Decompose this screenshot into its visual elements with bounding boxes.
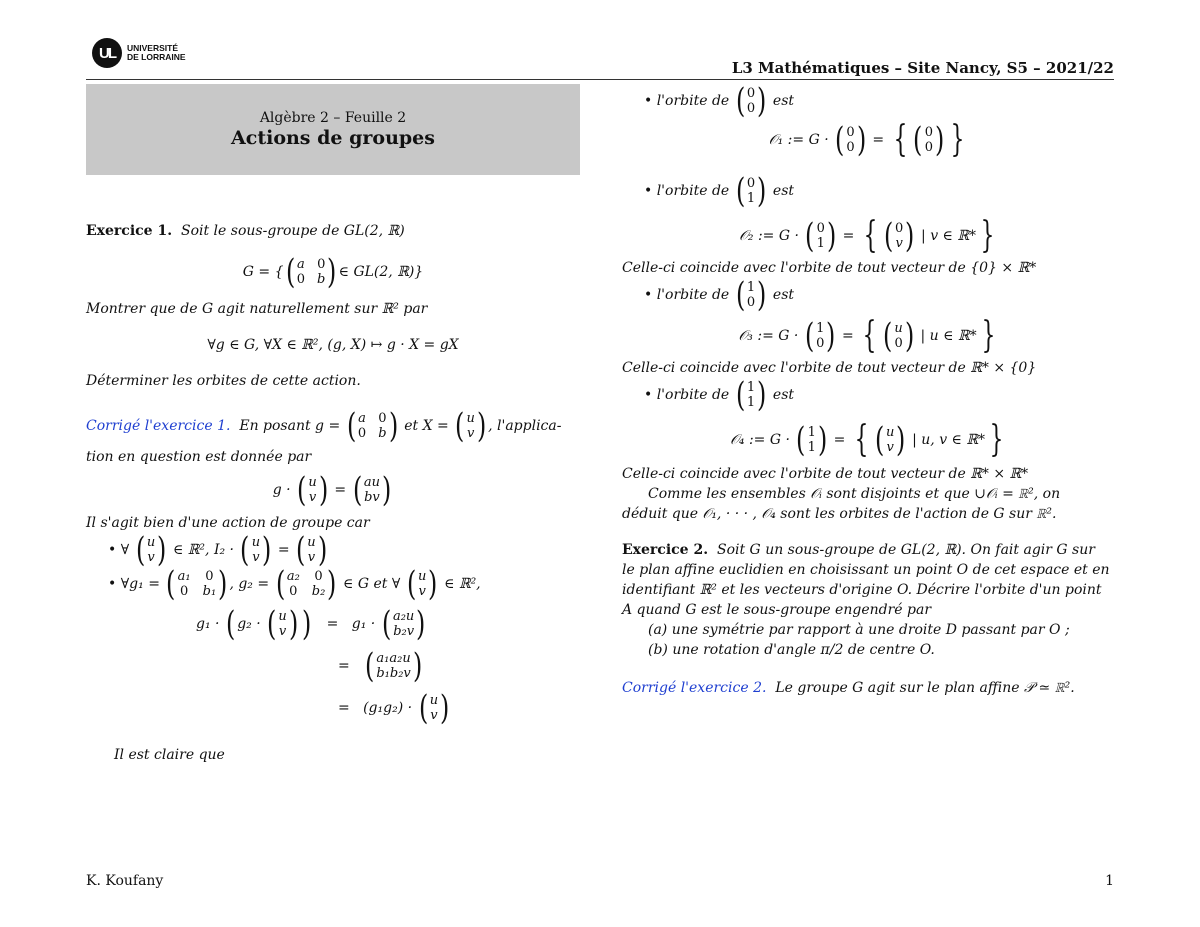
exercise-2-item-a: (a) une symétrie par rapport à une droite D passant par O ; — [648, 622, 1070, 638]
orbit-3-note: Celle-ci coincide avec l'orbite de tout vecteur de ℝ* × {0} — [622, 360, 1037, 376]
composition-computation: g₁ · ( g₂ · ( u v ) ) = g₁ · ( a₂u b₂v ) = ( a₁a₂u b₁b₂v ) = (g₁g₂) · ( u v ) — [196, 604, 450, 728]
exercise-2-line2: le plan affine euclidien en choisissant un point O de cet espace et en — [622, 562, 1110, 578]
correction-1-intro: Corrigé l'exercice 1. En posant g = ( a 0 0 b ) et X = ( u v ) , l'applica- — [86, 406, 562, 446]
footer-author: K. Koufany — [86, 873, 164, 889]
title-box — [86, 84, 580, 175]
correction-1-label: Corrigé l'exercice 1. — [86, 418, 231, 434]
bullet-compatibility: • ∀g₁ = ( a₁ 0 0 b₁ ) , g₂ = ( a₂ 0 0 b₂ ) ∈ G et ∀ ( u v ) ∈ ℝ², — [108, 564, 481, 604]
orbit-2-intro: • l'orbite de ( 0 1 ) est — [644, 171, 795, 211]
exercise-2-line4: A quand G est le sous-groupe engendré par — [622, 602, 932, 618]
action-text: Montrer que de G agit naturellement sur ℝ² par — [86, 301, 428, 317]
orbit-4-formula: 𝒪₄ := G · ( 1 1 ) = { ( u v ) | u, v ∈ ℝ* } — [730, 419, 1004, 460]
orbit-2-note: Celle-ci coincide avec l'orbite de tout vecteur de {0} × ℝ* — [622, 260, 1037, 276]
orbit-4-note: Celle-ci coincide avec l'orbite de tout vecteur de ℝ* × ℝ* — [622, 466, 1029, 482]
exercise-1-question: Déterminer les orbites de cette action. — [86, 373, 361, 389]
orbit-1-intro: • l'orbite de ( 0 0 ) est — [644, 81, 795, 121]
left-column — [86, 84, 580, 765]
right-column — [622, 81, 1116, 698]
sheet-title: Actions de groupes — [231, 127, 435, 149]
orbit-4-intro: • l'orbite de ( 1 1 ) est — [644, 375, 795, 415]
logo-text: UNIVERSITÉ DE LORRAINE — [127, 43, 186, 62]
exercise-1-statement: Exercice 1. Soit le sous-groupe de GL(2, ℝ) — [86, 223, 405, 239]
mapping-formula: g · ( u v ) = ( au bv ) — [272, 470, 392, 510]
exercise-2-item-b: (b) une rotation d'angle π/2 de centre O. — [648, 642, 935, 658]
orbit-3-formula: 𝒪₃ := G · ( 1 0 ) = { ( u 0 ) | u ∈ ℝ* } — [738, 315, 995, 356]
logo-mark: UL — [92, 38, 122, 68]
group-definition: G = { ( a 0 0 b ) ∈ GL(2, ℝ)} — [242, 252, 424, 292]
orbit-2-formula: 𝒪₂ := G · ( 0 1 ) = { ( 0 v ) | v ∈ ℝ* } — [739, 215, 995, 256]
correction-2-label: Corrigé l'exercice 2. — [622, 680, 767, 696]
correction-1-line2: tion en question est donnée par — [86, 449, 312, 465]
exercise-2-line3: identifiant ℝ² et les vecteurs d'origine O. Décrire l'orbite d'un point — [622, 582, 1102, 598]
sheet-subtitle: Algèbre 2 – Feuille 2 — [259, 110, 407, 126]
orbit-3-intro: • l'orbite de ( 1 0 ) est — [644, 275, 795, 315]
header-rule — [86, 79, 1114, 80]
bullet-identity: • ∀ ( u v ) ∈ ℝ², I₂ · ( u v ) = ( u v ) — [108, 530, 327, 570]
action-formula: ∀g ∈ G, ∀X ∈ ℝ², (g, X) ↦ g · X = gX — [207, 337, 459, 353]
correction-2: Corrigé l'exercice 2. Le groupe G agit sur le plan affine 𝒫 ≃ ℝ². — [622, 680, 1075, 696]
conclusion-line2: déduit que 𝒪₁, · · · , 𝒪₄ sont les orbites de l'action de G sur ℝ². — [622, 506, 1057, 522]
university-logo — [92, 38, 186, 68]
exercise-2-statement: Exercice 2. Soit G un sous-groupe de GL(2, ℝ). On fait agir G sur — [622, 542, 1095, 558]
orbit-1-formula: 𝒪₁ := G · ( 0 0 ) = { ( 0 0 ) } — [768, 119, 965, 160]
page-number: 1 — [1105, 873, 1114, 889]
course-header: L3 Mathématiques – Site Nancy, S5 – 2021/22 — [731, 59, 1114, 77]
conclusion-line1: Comme les ensembles 𝒪ᵢ sont disjoints et que ∪𝒪ᵢ = ℝ², on — [648, 486, 1061, 502]
action-proof-intro: Il s'agit bien d'une action de groupe car — [86, 515, 370, 531]
claim-text: Il est claire que — [114, 747, 225, 763]
